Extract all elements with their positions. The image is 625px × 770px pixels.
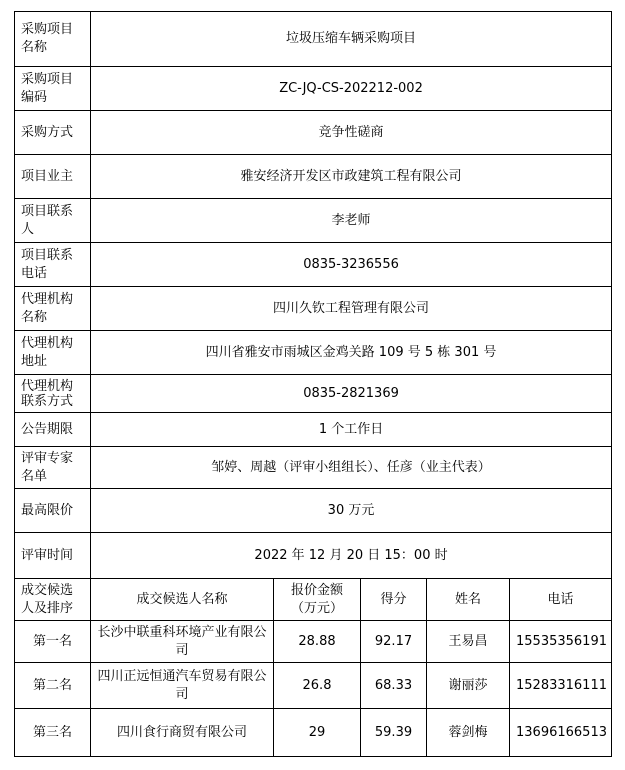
row-value: 0835-3236556 (91, 243, 612, 287)
info-row (15, 243, 612, 287)
row-label: 评审专家名单 (15, 447, 91, 489)
info-row (15, 199, 612, 243)
row-value: 30 万元 (91, 489, 612, 533)
info-row (15, 155, 612, 199)
row-label: 公告期限 (15, 413, 91, 447)
candidate-phone: 15535356191 (510, 621, 612, 663)
row-label: 最高限价 (15, 489, 91, 533)
candidate-rank: 第三名 (15, 709, 91, 757)
candidate-row (15, 663, 612, 709)
row-label: 评审时间 (15, 533, 91, 579)
info-row (15, 111, 612, 155)
info-row (15, 287, 612, 331)
candidate-row (15, 709, 612, 757)
candidate-person: 蓉剑梅 (427, 709, 510, 757)
info-row (15, 533, 612, 579)
candidate-name: 四川正远恒通汽车贸易有限公司 (91, 663, 274, 709)
procurement-table (14, 11, 612, 757)
row-label: 项目业主 (15, 155, 91, 199)
row-label: 采购方式 (15, 111, 91, 155)
info-row (15, 489, 612, 533)
row-value: 竞争性磋商 (91, 111, 612, 155)
info-row (15, 331, 612, 375)
info-row (15, 12, 612, 67)
row-label: 代理机构名称 (15, 287, 91, 331)
header-name: 成交候选人名称 (91, 579, 274, 621)
row-value: 1 个工作日 (91, 413, 612, 447)
row-value: 邹婷、周越（评审小组组长）、任彦（业主代表） (91, 447, 612, 489)
row-value: ZC-JQ-CS-202212-002 (91, 67, 612, 111)
row-label: 项目联系人 (15, 199, 91, 243)
info-row (15, 413, 612, 447)
row-label: 项目联系电话 (15, 243, 91, 287)
candidate-rank: 第二名 (15, 663, 91, 709)
header-person: 姓名 (427, 579, 510, 621)
candidate-price: 26.8 (274, 663, 361, 709)
row-value: 垃圾压缩车辆采购项目 (91, 12, 612, 67)
candidate-person: 谢丽莎 (427, 663, 510, 709)
candidate-rank: 第一名 (15, 621, 91, 663)
candidates-header-row (15, 579, 612, 621)
candidate-price: 29 (274, 709, 361, 757)
candidate-person: 王易昌 (427, 621, 510, 663)
candidate-row (15, 621, 612, 663)
row-label: 采购项目名称 (15, 12, 91, 67)
header-rank: 成交候选人及排序 (15, 579, 91, 621)
candidate-score: 68.33 (361, 663, 427, 709)
candidate-score: 59.39 (361, 709, 427, 757)
candidate-score: 92.17 (361, 621, 427, 663)
row-value: 李老师 (91, 199, 612, 243)
info-row (15, 67, 612, 111)
row-value: 雅安经济开发区市政建筑工程有限公司 (91, 155, 612, 199)
row-label: 采购项目编码 (15, 67, 91, 111)
candidate-name: 四川食行商贸有限公司 (91, 709, 274, 757)
row-value: 0835-2821369 (91, 375, 612, 413)
candidate-phone: 15283316111 (510, 663, 612, 709)
header-price: 报价金额（万元） (274, 579, 361, 621)
row-label: 代理机构联系方式 (15, 375, 91, 413)
candidate-name: 长沙中联重科环境产业有限公司 (91, 621, 274, 663)
header-score: 得分 (361, 579, 427, 621)
header-phone: 电话 (510, 579, 612, 621)
info-row (15, 375, 612, 413)
row-value: 四川久钦工程管理有限公司 (91, 287, 612, 331)
candidate-price: 28.88 (274, 621, 361, 663)
info-row (15, 447, 612, 489)
row-value: 2022 年 12 月 20 日 15：00 时 (91, 533, 612, 579)
row-label: 代理机构地址 (15, 331, 91, 375)
row-value: 四川省雅安市雨城区金鸡关路 109 号 5 栋 301 号 (91, 331, 612, 375)
candidate-phone: 13696166513 (510, 709, 612, 757)
